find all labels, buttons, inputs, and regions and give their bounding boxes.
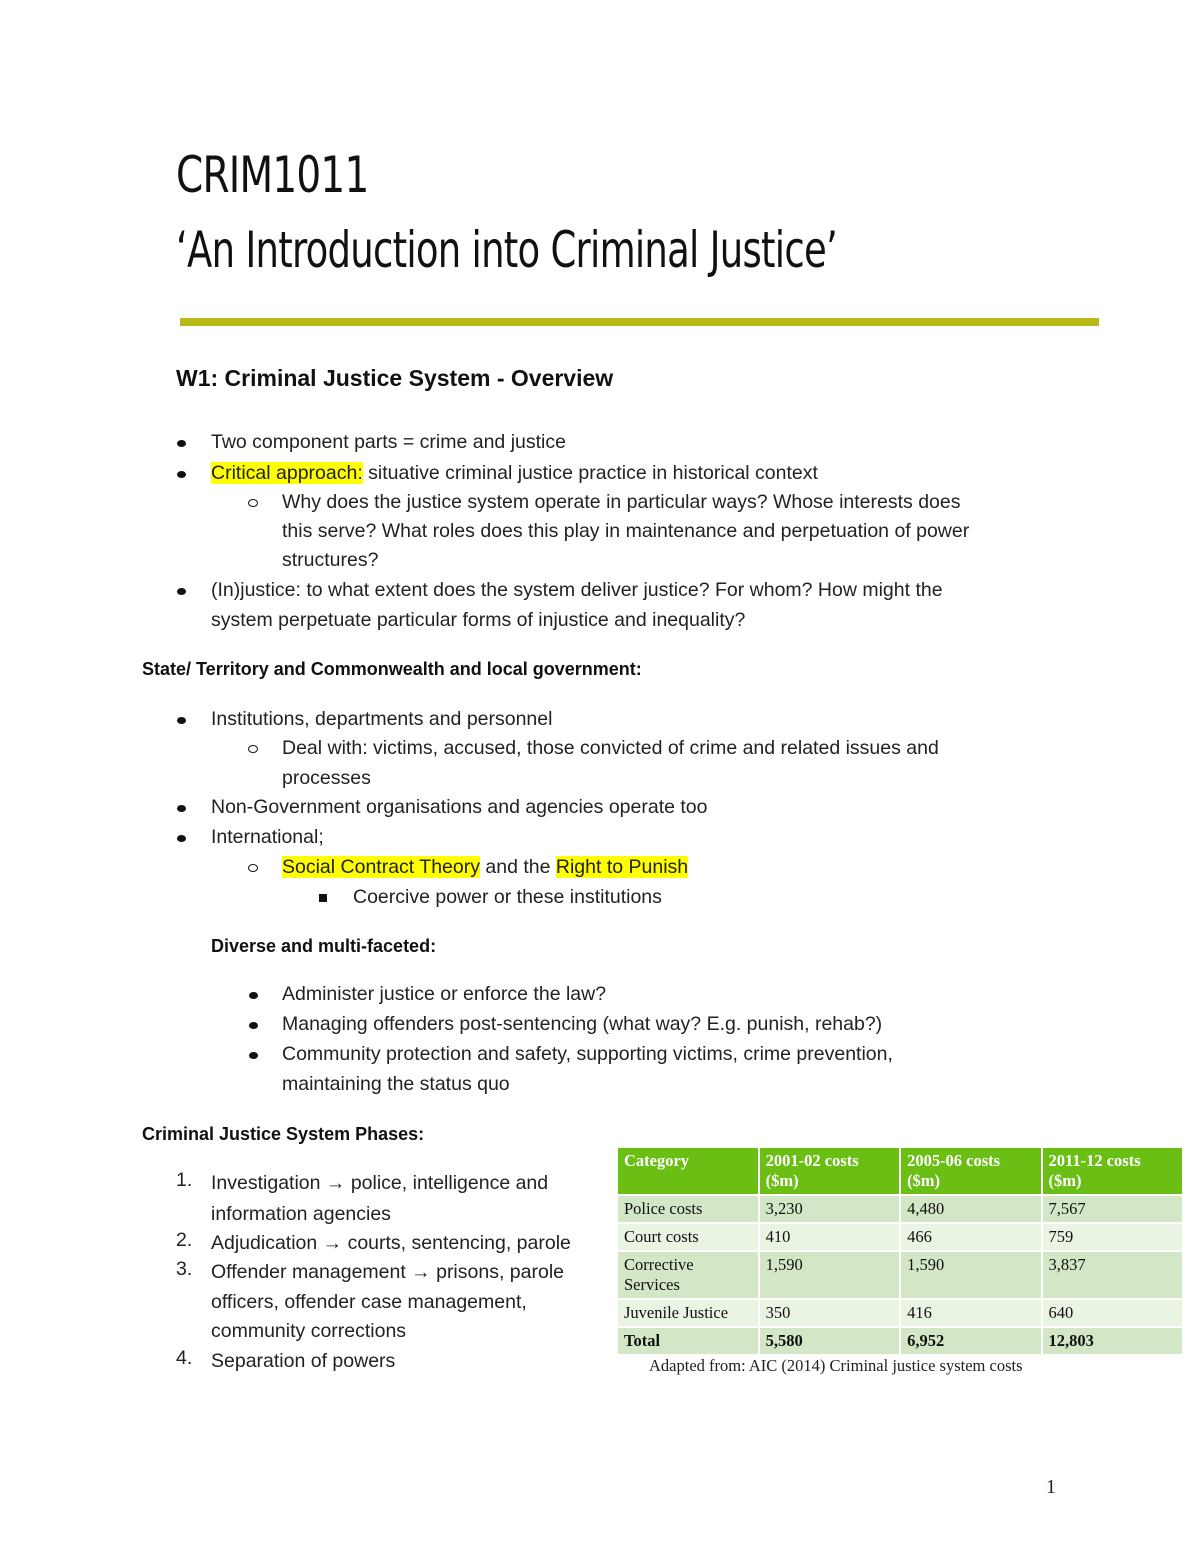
diverse-bullet-2: Managing offenders post-sentencing (what way? E.g. punish, rehab?) — [282, 1013, 883, 1035]
table-cell: Total — [617, 1327, 759, 1355]
gov-sub-line-1: Deal with: victims, accused, those convicted of crime and related issues and — [282, 737, 939, 759]
gov-sub-connector: and the — [479, 856, 556, 878]
table-cell: 416 — [900, 1299, 1041, 1327]
table-row — [617, 1195, 1183, 1223]
bullet-circle-icon — [248, 864, 258, 872]
table-cell: 12,803 — [1042, 1327, 1184, 1355]
gov-bullet-3: International; — [211, 826, 324, 848]
bullet-disc-icon — [249, 992, 258, 999]
bullet-disc-icon — [177, 835, 186, 842]
phase-number-3: 3. — [176, 1258, 193, 1280]
table-header-cell: 2011-12 costs ($m) — [1042, 1147, 1184, 1195]
table-row — [617, 1299, 1183, 1327]
course-title: ‘An Introduction into Criminal Justice’ — [176, 221, 837, 279]
bullet-disc-icon — [177, 717, 186, 724]
week-sub-line-3: structures? — [282, 549, 379, 571]
government-heading: State/ Territory and Commonwealth and local government: — [142, 659, 642, 679]
table-caption: Adapted from: AIC (2014) Criminal justice system costs — [649, 1356, 1023, 1375]
table-cell: 1,590 — [759, 1251, 900, 1299]
table-cell: 7,567 — [1042, 1195, 1184, 1223]
diverse-bullet-3-line-2: maintaining the status quo — [282, 1073, 510, 1095]
table-cell: 466 — [900, 1223, 1041, 1251]
table-cell: 6,952 — [900, 1327, 1041, 1355]
phase-3-line-2: officers, offender case management, — [211, 1291, 527, 1313]
table-cell: 410 — [759, 1223, 900, 1251]
table-cell: 759 — [1042, 1223, 1184, 1251]
diverse-bullet-3-line-1: Community protection and safety, supporting victims, crime prevention, — [282, 1043, 893, 1065]
table-cell: 4,480 — [900, 1195, 1041, 1223]
bullet-square-icon — [319, 894, 327, 902]
bullet-circle-icon — [248, 745, 258, 753]
phase-3-line-1: Offender management → prisons, parole — [211, 1261, 564, 1283]
week-sub-line-2: this serve? What roles does this play in maintenance and perpetuation of power — [282, 520, 970, 542]
week-bullet-3-line-2: system perpetuate particular forms of injustice and inequality? — [211, 609, 746, 631]
bullet-disc-icon — [177, 805, 186, 812]
critical-approach-highlight: Critical approach: — [211, 462, 363, 484]
table-cell: Corrective Services — [617, 1251, 759, 1299]
phases-heading: Criminal Justice System Phases: — [142, 1124, 425, 1144]
gov-sub-theory — [282, 853, 688, 883]
week-bullet-2 — [211, 459, 818, 489]
week-heading: W1: Criminal Justice System - Overview — [176, 365, 614, 391]
table-header-cell: 2001-02 costs ($m) — [759, 1147, 900, 1195]
table-header-cell: Category — [617, 1147, 759, 1195]
table-cell: 350 — [759, 1299, 900, 1327]
social-contract-highlight: Social Contract Theory — [282, 856, 480, 878]
table-cell: 640 — [1042, 1299, 1184, 1327]
phase-number-4: 4. — [176, 1347, 193, 1369]
table-cell: 3,230 — [759, 1195, 900, 1223]
page-number: 1 — [1046, 1476, 1056, 1498]
right-to-punish-highlight: Right to Punish — [555, 856, 689, 878]
table-total-row — [617, 1327, 1183, 1355]
phase-number-1: 1. — [176, 1169, 193, 1191]
phase-4: Separation of powers — [211, 1350, 396, 1372]
week-bullet-1: Two component parts = crime and justice — [211, 431, 566, 453]
costs-table — [616, 1146, 1184, 1356]
table-cell: 3,837 — [1042, 1251, 1184, 1299]
gov-bullet-1: Institutions, departments and personnel — [211, 708, 553, 730]
phase-2: Adjudication → courts, sentencing, parole — [211, 1232, 571, 1254]
table-cell: Juvenile Justice — [617, 1299, 759, 1327]
week-bullet-3-line-1: (In)justice: to what extent does the system deliver justice? For whom? How might the — [211, 579, 943, 601]
bullet-disc-icon — [177, 440, 186, 447]
table-row — [617, 1223, 1183, 1251]
phase-3-line-3: community corrections — [211, 1320, 407, 1342]
table-row — [617, 1251, 1183, 1299]
table-cell: 1,590 — [900, 1251, 1041, 1299]
week-sub-line-1: Why does the justice system operate in particular ways? Whose interests does — [282, 491, 961, 513]
title-divider — [180, 318, 1099, 326]
gov-bullet-2: Non-Government organisations and agencies operate too — [211, 796, 708, 818]
gov-subsub: Coercive power or these institutions — [353, 886, 662, 908]
bullet-disc-icon — [249, 1022, 258, 1029]
table-header-cell: 2005-06 costs ($m) — [900, 1147, 1041, 1195]
gov-sub-line-2: processes — [282, 767, 371, 789]
table-cell: 5,580 — [759, 1327, 900, 1355]
diverse-heading: Diverse and multi-faceted: — [211, 936, 437, 956]
phase-1-line-1: Investigation → police, intelligence and — [211, 1172, 549, 1194]
table-cell: Police costs — [617, 1195, 759, 1223]
bullet-disc-icon — [177, 471, 186, 478]
phase-1-line-2: information agencies — [211, 1203, 391, 1225]
phase-number-2: 2. — [176, 1229, 193, 1251]
bullet-disc-icon — [249, 1052, 258, 1059]
table-header-row — [617, 1147, 1183, 1195]
week-bullet-2-text: situative criminal justice practice in historical context — [362, 462, 818, 484]
diverse-bullet-1: Administer justice or enforce the law? — [282, 983, 607, 1005]
course-code: CRIM1011 — [176, 146, 369, 204]
table-cell: Court costs — [617, 1223, 759, 1251]
bullet-circle-icon — [248, 499, 258, 507]
bullet-disc-icon — [177, 588, 186, 595]
